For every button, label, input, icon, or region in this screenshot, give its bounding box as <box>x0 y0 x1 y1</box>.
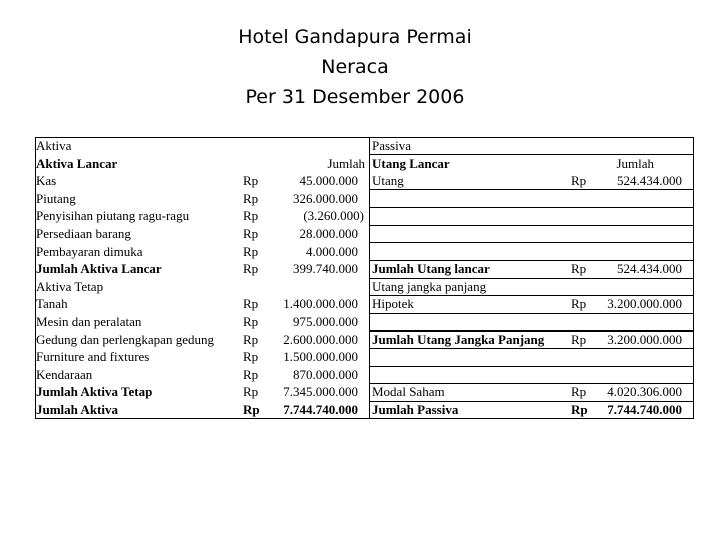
right-currency: Rp <box>571 173 587 189</box>
right-label: Jumlah Utang Jangka Panjang <box>372 331 545 347</box>
right-amount: 4.020.306.000 <box>607 384 682 400</box>
left-amount: 45.000.000 <box>299 173 358 189</box>
left-amount: 4.000.000 <box>306 243 358 259</box>
balance-sheet-table <box>35 137 694 419</box>
left-label: Persediaan barang <box>36 226 131 241</box>
table-row <box>35 190 694 208</box>
passiva-header: Passiva <box>372 138 411 153</box>
left-currency: Rp <box>243 384 259 400</box>
left-currency: Rp <box>243 349 259 365</box>
right-currency: Rp <box>571 384 587 400</box>
left-amount: 399.740.000 <box>293 261 358 277</box>
left-label: Kas <box>36 173 57 189</box>
section-header-row <box>35 278 694 296</box>
left-amount: 28.000.000 <box>299 226 358 241</box>
left-currency: Rp <box>243 226 259 241</box>
table-row <box>35 366 694 384</box>
right-amount: 7.744.740.000 <box>607 402 682 417</box>
right-currency: Rp <box>571 261 587 277</box>
left-currency: Rp <box>243 402 260 417</box>
table-row <box>35 172 694 190</box>
section-header-row <box>35 155 694 173</box>
left-label: Furniture and fixtures <box>36 349 150 365</box>
table-row <box>35 225 694 243</box>
left-currency: Rp <box>243 243 259 259</box>
left-amount: 7.744.740.000 <box>283 402 358 417</box>
left-label: Jumlah Aktiva Lancar <box>36 261 162 277</box>
left-label: Aktiva Tetap <box>36 278 104 294</box>
jumlah-left-header: Jumlah <box>327 155 365 171</box>
right-amount: 524.434.000 <box>617 261 682 277</box>
left-label: Jumlah Aktiva Tetap <box>36 384 153 400</box>
right-label: Utang jangka panjang <box>372 278 487 294</box>
right-amount: 524.434.000 <box>617 173 682 189</box>
right-amount: 3.200.000.000 <box>607 296 682 312</box>
right-label: Utang <box>372 173 404 189</box>
left-amount: 326.000.000 <box>293 190 358 206</box>
left-currency: Rp <box>243 173 259 189</box>
report-name: Neraca <box>321 56 389 78</box>
left-amount: 1.500.000.000 <box>283 349 358 365</box>
subtotal-row <box>35 260 694 278</box>
table-row <box>35 295 694 313</box>
hotel-name: Hotel Gandapura Permai <box>238 26 472 48</box>
aktiva-lancar-header: Aktiva Lancar <box>36 155 118 171</box>
left-amount: 2.600.000.000 <box>283 331 358 347</box>
jumlah-right-header: Jumlah <box>616 155 654 171</box>
left-currency: Rp <box>243 314 259 329</box>
table-row <box>35 207 694 225</box>
table-row <box>35 348 694 366</box>
left-amount: 1.400.000.000 <box>283 296 358 312</box>
report-date: Per 31 Desember 2006 <box>245 86 465 108</box>
document-title <box>0 22 710 112</box>
left-currency: Rp <box>243 296 259 312</box>
left-label: Kendaraan <box>36 366 93 382</box>
left-label: Tanah <box>36 296 68 312</box>
total-row <box>35 401 694 419</box>
right-label: Jumlah Passiva <box>372 402 459 417</box>
right-currency: Rp <box>571 331 587 347</box>
left-currency: Rp <box>243 331 259 347</box>
right-currency: Rp <box>571 296 587 312</box>
right-currency: Rp <box>571 402 588 417</box>
right-label: Jumlah Utang lancar <box>372 261 490 277</box>
right-amount: 3.200.000.000 <box>607 331 682 347</box>
table-row <box>35 243 694 261</box>
header-row <box>35 137 694 155</box>
right-label: Hipotek <box>372 296 414 312</box>
subtotal-row <box>35 383 694 401</box>
aktiva-header: Aktiva <box>36 138 72 153</box>
left-label: Piutang <box>36 190 76 206</box>
left-amount: 7.345.000.000 <box>283 384 358 400</box>
left-currency: Rp <box>243 261 259 277</box>
left-label: Mesin dan peralatan <box>36 314 142 329</box>
left-amount: 975.000.000 <box>293 314 358 329</box>
right-label: Modal Saham <box>372 384 445 400</box>
utang-lancar-header: Utang Lancar <box>372 155 450 171</box>
table-row <box>35 331 694 349</box>
left-amount: (3.260.000) <box>303 208 364 224</box>
left-currency: Rp <box>243 208 259 224</box>
table-row <box>35 313 694 331</box>
left-currency: Rp <box>243 366 259 382</box>
left-label: Pembayaran dimuka <box>36 243 143 259</box>
left-label: Jumlah Aktiva <box>36 402 118 417</box>
left-label: Penyisihan piutang ragu-ragu <box>36 208 190 224</box>
left-currency: Rp <box>243 190 259 206</box>
left-amount: 870.000.000 <box>293 366 358 382</box>
left-label: Gedung dan perlengkapan gedung <box>36 331 214 347</box>
